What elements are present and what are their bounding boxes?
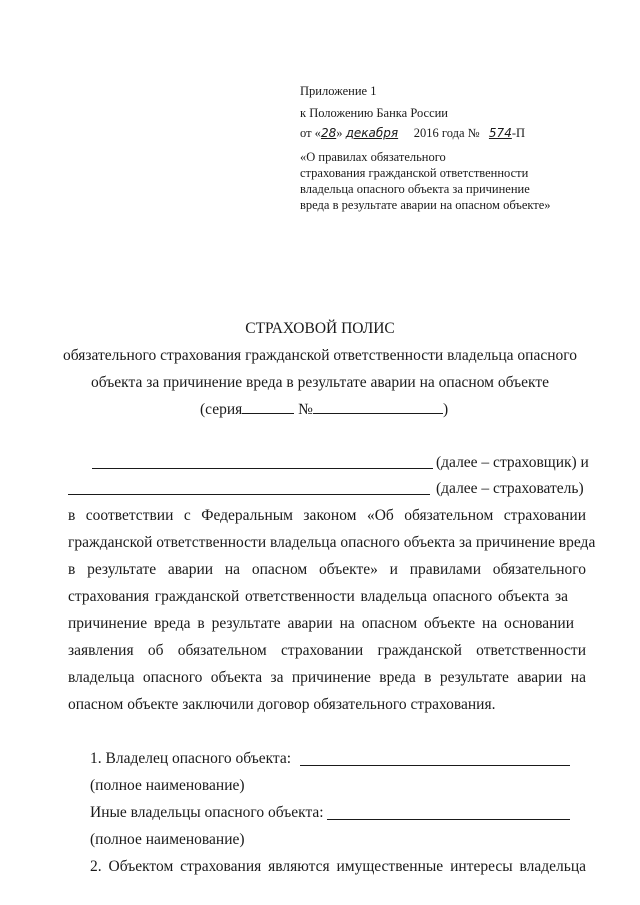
insurer-label: (далее – страховщик) и <box>436 454 589 471</box>
owner-full-name-note: (полное наименование) <box>90 777 245 794</box>
other-owners-blank <box>327 819 570 820</box>
series-number-line <box>200 401 448 419</box>
owner-label: 1. Владелец опасного объекта: <box>90 750 292 767</box>
regulation-title-3: владельца опасного объекта за причинение <box>300 182 530 196</box>
policy-title: СТРАХОВОЙ ПОЛИС <box>245 320 395 337</box>
regulation-number: 574 <box>488 126 512 140</box>
date-month: декабря <box>345 126 399 140</box>
date-day: 28 <box>320 126 337 140</box>
number-blank <box>313 412 443 414</box>
series-close: ) <box>442 401 449 418</box>
body-line-4: страхования гражданской ответственности владельца опасного объекта за <box>68 588 568 605</box>
insurer-blank <box>92 468 433 469</box>
body-line-3: в результате аварии на опасном объекте» и правилами обязательного <box>68 561 586 578</box>
body-line-5: причинение вреда в результате аварии на опасном объекте на основании <box>68 615 574 632</box>
other-owners-full-name-note: (полное наименование) <box>90 831 245 848</box>
body-line-8: опасном объекте заключили договор обязательного страхования. <box>68 696 496 713</box>
body-line-6: заявления об обязательном страховании гражданской ответственности <box>68 642 586 659</box>
date-year: 2016 года № <box>413 126 480 140</box>
regulation-reference: к Положению Банка России <box>300 106 448 120</box>
body-line-1: в соответствии с Федеральным законом «Об обязательном страховании <box>68 507 586 524</box>
series-label: (серия <box>200 401 243 418</box>
date-prefix: от « <box>300 126 321 140</box>
regulation-date-line <box>300 126 525 141</box>
body-line-7: владельца опасного объекта за причинение вреда в результате аварии на <box>68 669 586 686</box>
policy-subtitle-1: обязательного страхования гражданской ответственности владельца опасного <box>63 347 577 364</box>
number-suffix: -П <box>511 126 526 140</box>
regulation-title-1: «О правилах обязательного <box>300 150 446 164</box>
insured-label: (далее – страхователь) <box>436 480 584 497</box>
regulation-title-4: вреда в результате аварии на опасном объекте» <box>300 198 551 212</box>
other-owners-label: Иные владельцы опасного объекта: <box>90 804 324 821</box>
appendix-label: Приложение 1 <box>300 84 377 98</box>
series-blank <box>242 412 294 414</box>
insured-blank <box>68 494 430 495</box>
section2-line-1: 2. Объектом страхования являются имущественные интересы владельца <box>90 858 586 875</box>
owner-blank <box>300 765 570 766</box>
date-mid: » <box>336 126 343 140</box>
number-label: № <box>298 401 313 418</box>
regulation-title-2: страхования гражданской ответственности <box>300 166 529 180</box>
body-line-2: гражданской ответственности владельца опасного объекта за причинение вреда <box>68 534 596 551</box>
policy-subtitle-2: объекта за причинение вреда в результате аварии на опасном объекте <box>91 374 549 391</box>
